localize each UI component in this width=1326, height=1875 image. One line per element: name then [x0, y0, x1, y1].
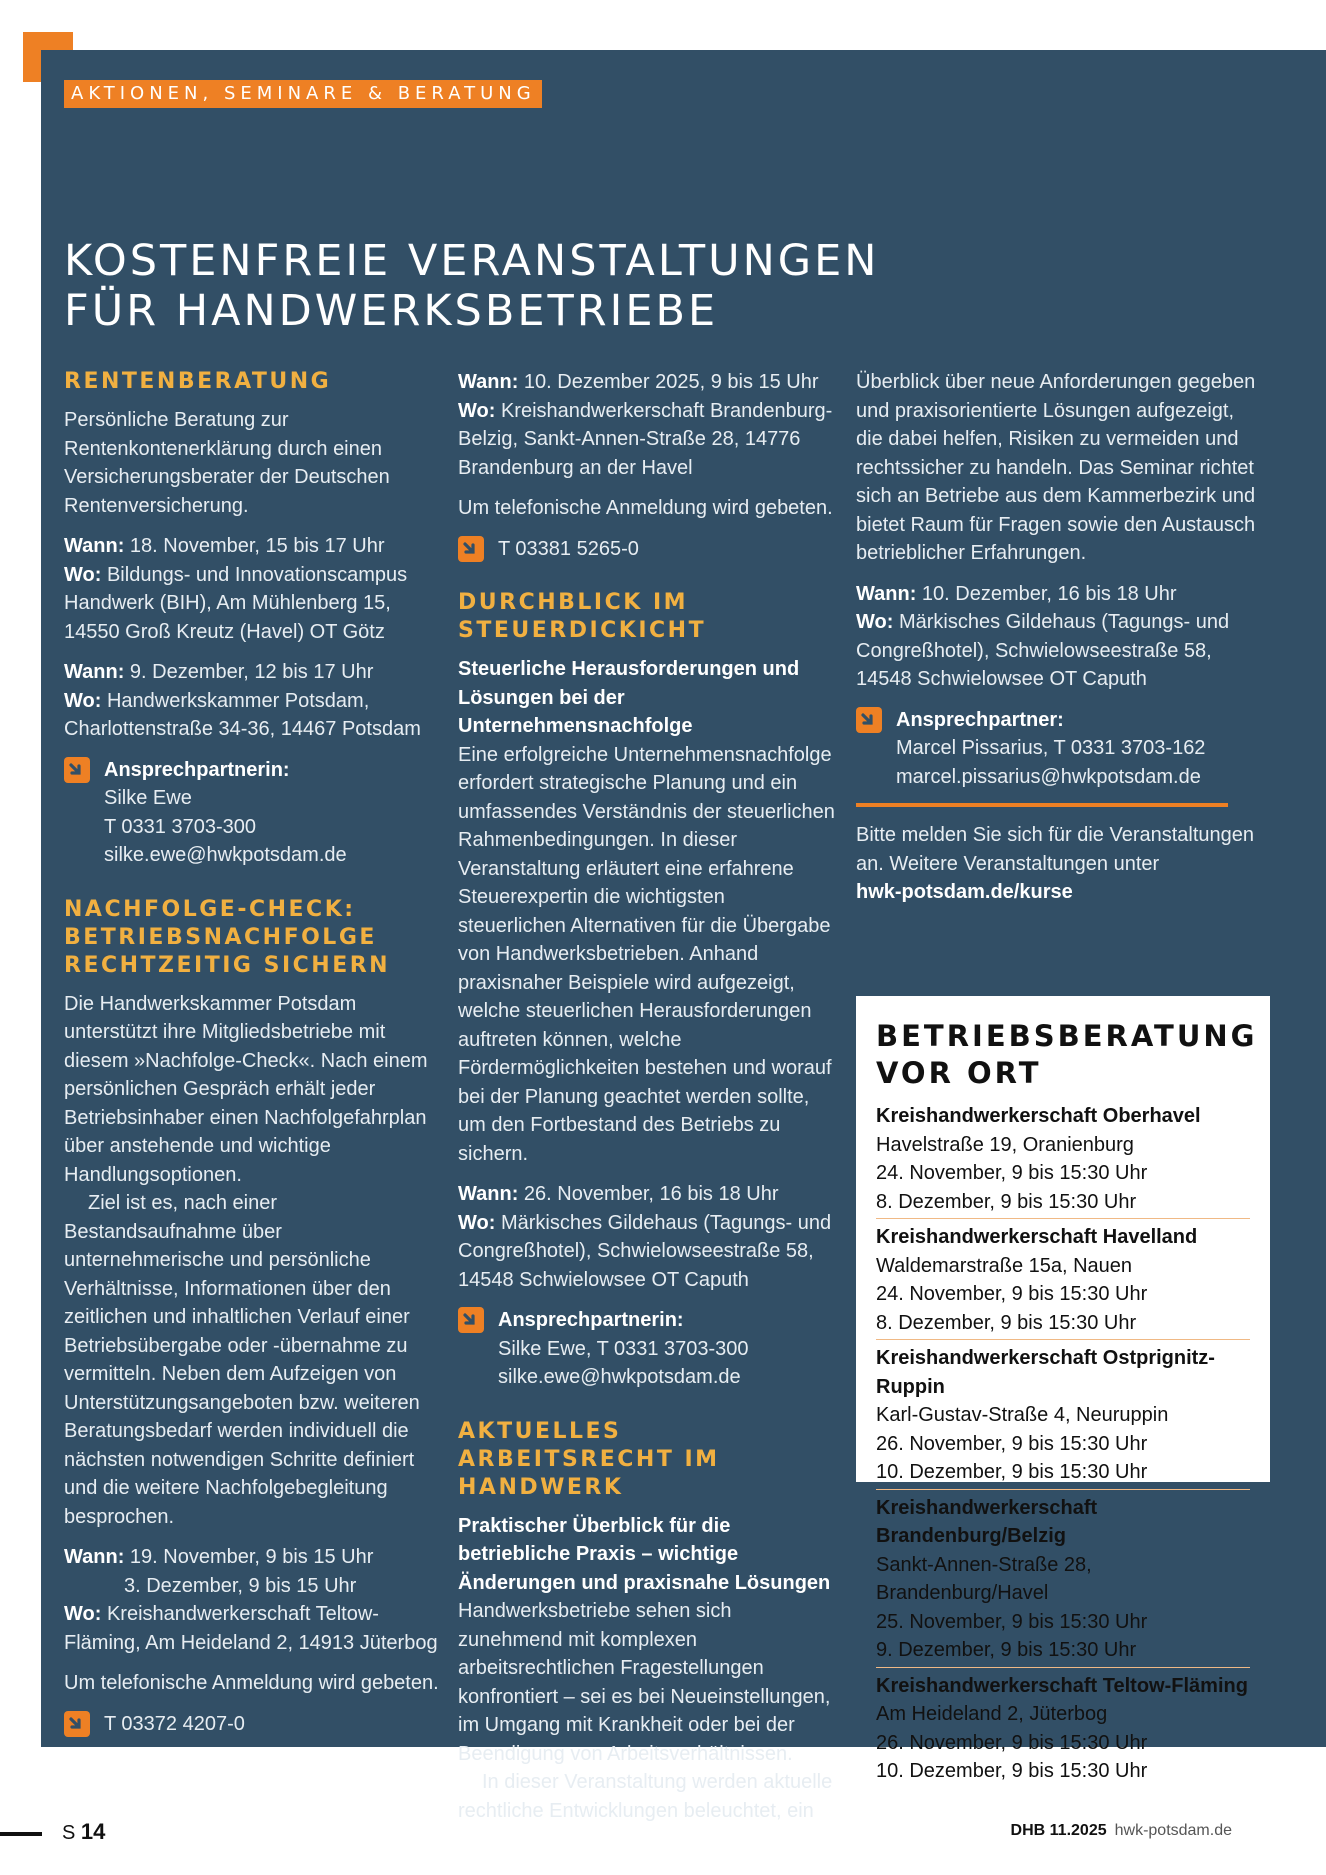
- nachfolge-phone-contact-2: [458, 535, 838, 564]
- location-date: 9. Dezember, 9 bis 15:30 Uhr: [876, 1639, 1137, 1661]
- rentenberatung-contact: [64, 756, 444, 870]
- nachfolge-text-2: Ziel ist es, nach einer Bestandsaufnahme über unternehmerische und persönliche Verhältnisse, Informationen über den zeitlichen und inhaltlichen Verlauf einer Betriebsübergabe oder -übernahme zu vermitteln. Neben dem Aufzeigen von Unterstützungsangeboten bzw. weiteren Beratungsbedarf werden individuell die nächsten notwendigen Schritte definiert und die weitere Nachfolgebegleitung besprochen.: [64, 1192, 420, 1528]
- when-label: Wann:: [856, 582, 917, 605]
- contact-phone[interactable]: T 03372 4207-0: [104, 1712, 245, 1735]
- location-address: Karl-Gustav-Straße 4, Neuruppin: [876, 1404, 1169, 1426]
- contact-label: Ansprechpartnerin:: [104, 758, 290, 781]
- location-date: 10. Dezember, 9 bis 15:30 Uhr: [876, 1760, 1148, 1782]
- where-label: Wo:: [458, 399, 496, 422]
- rentenberatung-event-1: [64, 532, 444, 646]
- location-item: [876, 1102, 1250, 1219]
- arbeitsrecht-contact: [856, 706, 1256, 792]
- heading-nachfolge: NACHFOLGE-CHECK: BETRIEBSNACHFOLGE RECHTZEITIG SICHERN: [64, 896, 391, 978]
- location-name: Kreishandwerkerschaft Ostprignitz-Ruppin: [876, 1347, 1215, 1398]
- footer-rule: [0, 1832, 42, 1836]
- where-label: Wo:: [856, 611, 894, 633]
- location-item: [876, 1344, 1250, 1490]
- contact-name-phone[interactable]: Marcel Pissarius, T 0331 3703-162: [896, 737, 1206, 759]
- steuer-subtitle: Steuerliche Herausforderungen und Lösungen bei der Unternehmensnachfolge: [458, 658, 800, 737]
- location-address: Am Heideland 2, Jüterbog: [876, 1703, 1108, 1725]
- rentenberatung-text: Persönliche Beratung zur Rentenkontenerklärung durch einen Versicherungsberater der Deutschen Rentenversicherung.: [64, 409, 390, 517]
- where-label: Wo:: [64, 563, 102, 586]
- event-when: 10. Dezember 2025, 9 bis 15 Uhr: [523, 371, 819, 393]
- column-3: [856, 368, 1256, 919]
- steuer-event: [458, 1180, 838, 1294]
- arbeitsrecht-text-3: Überblick über neue Anforderungen gegeben und praxisorientierte Lösungen aufgezeigt, die dabei helfen, Risiken zu vermeiden und rechtssicher zu handeln. Das Seminar richtet sich an Betriebe aus dem Kammerbezirk und bietet Raum für Fragen sowie den Austausch betrieblicher Erfahrungen.: [856, 371, 1256, 564]
- location-item: [876, 1672, 1250, 1788]
- steuer-text: Eine erfolgreiche Unternehmensnachfolge erfordert strategische Planung und ein umfassendes Verständnis der steuerlichen Rahmenbedingungen. In dieser Veranstaltung erläutert eine erfahrene Steuerexpertin die wichtigsten steuerlichen Alternativen für die Übergabe von Handwerksbetrieben. Anhand praxisnaher Beispiele wird aufgezeigt, welche steuerlichen Herausforderungen auftreten können, welche Fördermöglichkeiten bestehen und worauf bei der Planung geachtet werden sollte, um den Fortbestand des Betriebs zu sichern.: [458, 743, 835, 1165]
- arbeitsrecht-subtitle: Praktischer Überblick für die betriebliche Praxis – wichtige Änderungen und praxisnahe Lösungen: [458, 1514, 831, 1594]
- location-name: Kreishandwerkerschaft Brandenburg/Belzig: [876, 1496, 1098, 1547]
- location-date: 24. November, 9 bis 15:30 Uhr: [876, 1283, 1148, 1305]
- location-name: Kreishandwerkerschaft Oberhavel: [876, 1105, 1201, 1127]
- title-line-1: KOSTENFREIE VERANSTALTUNGEN: [64, 236, 880, 286]
- location-address: Sankt-Annen-Straße 28, Brandenburg/Havel: [876, 1553, 1092, 1604]
- location-name: Kreishandwerkerschaft Havelland: [876, 1226, 1198, 1248]
- steuer-contact: [458, 1306, 838, 1392]
- when-label: Wann:: [64, 535, 125, 557]
- location-item: [876, 1494, 1250, 1668]
- when-label: Wann:: [64, 1546, 125, 1568]
- event-when: 26. November, 16 bis 18 Uhr: [523, 1183, 779, 1205]
- location-date: 10. Dezember, 9 bis 15:30 Uhr: [876, 1461, 1148, 1483]
- nachfolge-note-2: Um telefonische Anmeldung wird gebeten.: [458, 497, 833, 519]
- location-name: Kreishandwerkerschaft Teltow-Fläming: [876, 1674, 1248, 1697]
- contact-email[interactable]: silke.ewe@hwkpotsdam.de: [498, 1366, 741, 1388]
- box-heading: [876, 1018, 1258, 1092]
- courses-link[interactable]: hwk-potsdam.de/kurse: [856, 881, 1073, 903]
- issue-label: DHB 11.2025: [1010, 1822, 1107, 1839]
- when-label: Wann:: [458, 1183, 519, 1205]
- nachfolge-event-2: [458, 368, 838, 482]
- where-label: Wo:: [458, 1211, 496, 1234]
- contact-name: Silke Ewe: [104, 787, 192, 809]
- when-label: Wann:: [458, 371, 519, 393]
- arbeitsrecht-text-2: In dieser Veranstaltung werden aktuelle rechtliche Entwicklungen beleuchtet, ein: [458, 1771, 833, 1822]
- column-1: [64, 368, 444, 1750]
- section-kicker: AKTIONEN, SEMINARE & BERATUNG: [64, 80, 542, 108]
- site-link[interactable]: hwk-potsdam.de: [1114, 1822, 1232, 1839]
- location-address: Waldemarstraße 15a, Nauen: [876, 1254, 1133, 1277]
- page-number-value: 14: [80, 1819, 106, 1844]
- title-line-2: FÜR HANDWERKSBETRIEBE: [64, 286, 719, 336]
- location-date: 26. November, 9 bis 15:30 Uhr: [876, 1432, 1148, 1455]
- where-label: Wo:: [64, 1603, 102, 1625]
- contact-phone[interactable]: T 0331 3703-300: [104, 815, 256, 838]
- location-date: 25. November, 9 bis 15:30 Uhr: [876, 1610, 1148, 1633]
- event-when: 10. Dezember, 16 bis 18 Uhr: [921, 582, 1177, 605]
- location-date: 24. November, 9 bis 15:30 Uhr: [876, 1162, 1148, 1184]
- arrow-right-down-icon: [64, 757, 90, 783]
- registration-note: [856, 821, 1256, 907]
- arbeitsrecht-event: [856, 580, 1256, 694]
- heading-rentenberatung: RENTENBERATUNG: [64, 369, 332, 394]
- box-heading-line-2: VOR ORT: [876, 1056, 1042, 1090]
- event-when: 18. November, 15 bis 17 Uhr: [129, 535, 385, 557]
- location-date: 8. Dezember, 9 bis 15:30 Uhr: [876, 1311, 1137, 1334]
- arrow-right-down-icon: [458, 1307, 484, 1333]
- arrow-right-down-icon: [856, 707, 882, 733]
- location-date: 26. November, 9 bis 15:30 Uhr: [876, 1731, 1148, 1754]
- page-prefix: S: [62, 1822, 76, 1844]
- contact-email[interactable]: marcel.pissarius@hwkpotsdam.de: [896, 765, 1201, 788]
- event-where: Kreishandwerkerschaft Brandenburg-Belzig, Sankt-Annen-Straße 28, 14776 Brandenburg an der Havel: [458, 399, 833, 479]
- event-where: Handwerkskammer Potsdam, Charlottenstraße 34-36, 14467 Potsdam: [64, 689, 421, 740]
- arbeitsrecht-text-1: Handwerksbetriebe sehen sich zunehmend mit komplexen arbeitsrechtlichen Fragestellungen konfrontiert – sei es bei Neueinstellungen, im Umgang mit Krankheit oder bei der Beendigung von Arbeitsverhältnissen.: [458, 1600, 831, 1765]
- contact-phone[interactable]: T 03381 5265-0: [498, 537, 639, 560]
- betriebsberatung-box: [856, 996, 1270, 1782]
- divider: [856, 803, 1228, 807]
- box-heading-line-1: BETRIEBSBERATUNG: [876, 1019, 1258, 1053]
- contact-label: Ansprechpartner:: [896, 708, 1064, 731]
- location-date: 8. Dezember, 9 bis 15:30 Uhr: [876, 1190, 1137, 1213]
- nachfolge-phone-contact: [64, 1710, 444, 1739]
- event-where: Kreishandwerkerschaft Teltow-Fläming, Am Heideland 2, 14913 Jüterbog: [64, 1603, 438, 1654]
- registration-text: Bitte melden Sie sich für die Veranstaltungen an. Weitere Veranstaltungen unter: [856, 824, 1255, 875]
- heading-steuer: DURCHBLICK IM STEUERDICKICHT: [458, 590, 707, 643]
- location-address: Havelstraße 19, Oranienburg: [876, 1133, 1134, 1156]
- nachfolge-text-1: Die Handwerkskammer Potsdam unterstützt ihre Mitgliedsbetriebe mit diesem »Nachfolge-Check«. Nach einem persönlichen Gespräch erhält jeder Betriebsinhaber einen Nachfolgefahrplan über anstehende und wichtige Handlungsoptionen.: [64, 992, 428, 1186]
- event-where: Märkisches Gildehaus (Tagungs- und Congreßhotel), Schwielowseestraße 58, 14548 Schwielowsee OT Caputh: [458, 1211, 832, 1291]
- nachfolge-event: [64, 1543, 444, 1657]
- page-title: [64, 236, 879, 336]
- arrow-right-down-icon: [64, 1711, 90, 1737]
- contact-email[interactable]: silke.ewe@hwkpotsdam.de: [104, 844, 347, 866]
- where-label: Wo:: [64, 689, 102, 712]
- event-where: Bildungs- und Innovationscampus Handwerk (BIH), Am Mühlenberg 15, 14550 Groß Kreutz (Havel) OT Götz: [64, 563, 408, 643]
- when-label: Wann:: [64, 661, 125, 683]
- arrow-right-down-icon: [458, 536, 484, 562]
- event-when-1: 19. November, 9 bis 15 Uhr: [129, 1546, 374, 1568]
- column-2: [458, 368, 838, 1837]
- contact-label: Ansprechpartnerin:: [498, 1309, 684, 1331]
- nachfolge-note: Um telefonische Anmeldung wird gebeten.: [64, 1672, 439, 1694]
- page-number: [62, 1819, 105, 1845]
- location-item: [876, 1223, 1250, 1340]
- contact-name-phone[interactable]: Silke Ewe, T 0331 3703-300: [498, 1337, 749, 1360]
- event-where: Märkisches Gildehaus (Tagungs- und Congreßhotel), Schwielowseestraße 58, 14548 Schwielowsee OT Caputh: [856, 611, 1230, 690]
- heading-arbeitsrecht: AKTUELLES ARBEITSRECHT IM HANDWERK: [458, 1418, 720, 1500]
- footer-issue: [1011, 1822, 1232, 1840]
- event-when: 9. Dezember, 12 bis 17 Uhr: [129, 661, 374, 683]
- event-when-2: 3. Dezember, 9 bis 15 Uhr: [124, 1574, 357, 1597]
- rentenberatung-event-2: [64, 658, 444, 744]
